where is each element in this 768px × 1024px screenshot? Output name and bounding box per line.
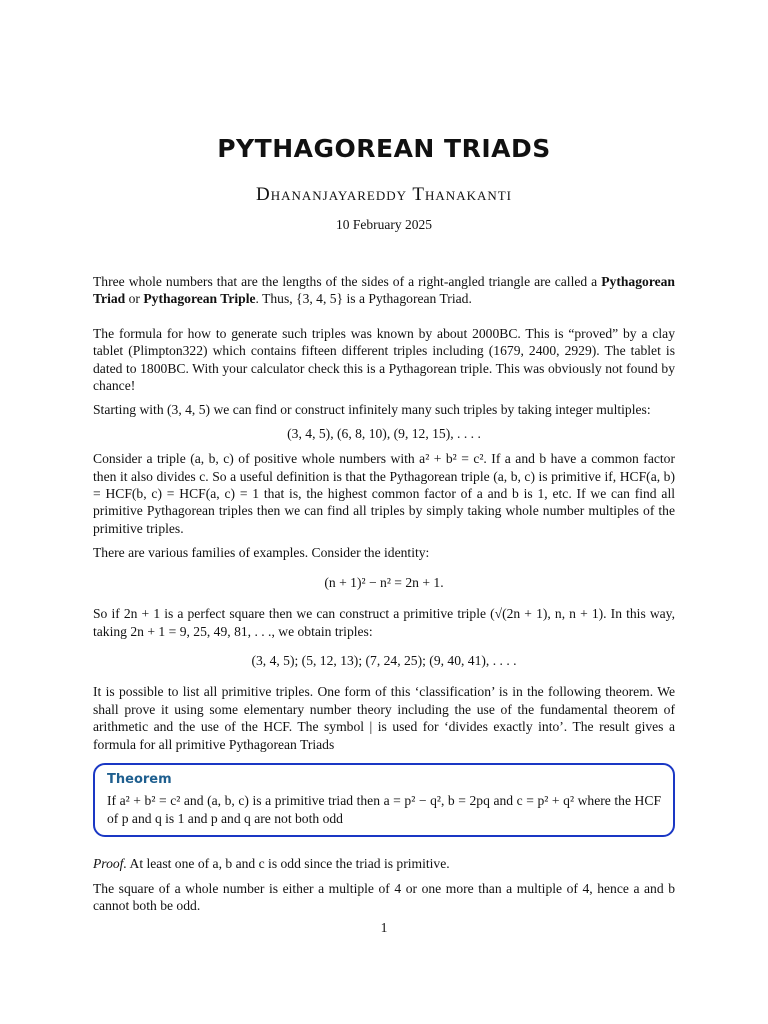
paragraph-primitive-definition: Consider a triple (a, b, c) of positive whole numbers with a² + b² = c². If a and b have a common factor then it also divides c. So a useful definition is that the Pythagorean triple (a, b, c) is primitive if, HCF(a, b) = HCF(b, c) = HCF(a, c) = 1 that is, the highest common factor of a and b is 1, etc. If we can find all primitive Pythagorean triples then we can find all triples by simply taking whole number multiples of the primitive triples. [93, 451, 675, 536]
intro-text-or: or [125, 291, 144, 307]
paragraph-classification: It is possible to list all primitive triples. One form of this ‘classification’ is in the following theorem. We shall prove it using some elementary number theory including the use of the fundamental theorem of arithmetic and the use of the HCF. The symbol | is used for ‘divides exactly into’. The result gives a formula for all primitive Pythagorean Triads [93, 684, 675, 752]
paragraph-history: The formula for how to generate such triples was known by about 2000BC. This is “proved” by a clay tablet (Plimpton322) which contains fifteen different triples including (1679, 2400, 2929). The tablet is dated to 1800BC. With your calculator check this is a Pythagorean triple. This was obviously not found by chance! [93, 325, 675, 394]
equation-triples: (3, 4, 5); (5, 12, 13); (7, 24, 25); (9, 40, 41), . . . . [251, 652, 517, 668]
theorem-heading: Theorem [107, 771, 172, 787]
intro-text: Three whole numbers that are the lengths of the sides of a right-angled triangle are called a [93, 274, 602, 289]
page-number: 1 [380, 920, 388, 935]
paragraph-multiples: Starting with (3, 4, 5) we can find or construct infinitely many such triples by taking integer multiples: [93, 402, 651, 418]
paragraph-perfect-square: So if 2n + 1 is a perfect square then we can construct a primitive triple (√(2n + 1), n, n + 1). In this way, taking 2n + 1 = 9, 25, 49, 81, . . ., we obtain triples: [93, 606, 675, 639]
proof-label: Proof. [93, 856, 127, 872]
equation-identity: (n + 1)² − n² = 2n + 1. [324, 574, 444, 590]
paragraph-families: There are various families of examples. Consider the identity: [93, 545, 430, 561]
author-name: Dhananjayareddy Thanakanti [255, 184, 513, 205]
equation-multiples: (3, 4, 5), (6, 8, 10), (9, 12, 15), . . . . [287, 425, 481, 441]
theorem-box [93, 763, 675, 837]
paragraph-squares: The square of a whole number is either a multiple of 4 or one more than a multiple of 4, hence a and b cannot both be odd. [93, 880, 675, 913]
theorem-statement: If a² + b² = c² and (a, b, c) is a primitive triad then a = p² − q², b = 2pq and c = p² + q² where the HCF of p and q is 1 and p and q are not both odd [107, 793, 661, 826]
paragraph-intro [93, 273, 675, 308]
document-date: 10 February 2025 [336, 217, 432, 232]
paragraph-proof [93, 855, 675, 872]
term-pythagorean-triple: Pythagorean Triple [143, 291, 256, 307]
document-body [93, 273, 675, 921]
page-title: PYTHAGOREAN TRIADS [217, 134, 551, 163]
term-pythagorean-triad: Pythagorean Triad [93, 274, 675, 307]
intro-text-end: . Thus, {3, 4, 5} is a Pythagorean Triad. [255, 291, 472, 307]
proof-text: At least one of a, b and c is odd since the triad is primitive. [126, 856, 450, 872]
